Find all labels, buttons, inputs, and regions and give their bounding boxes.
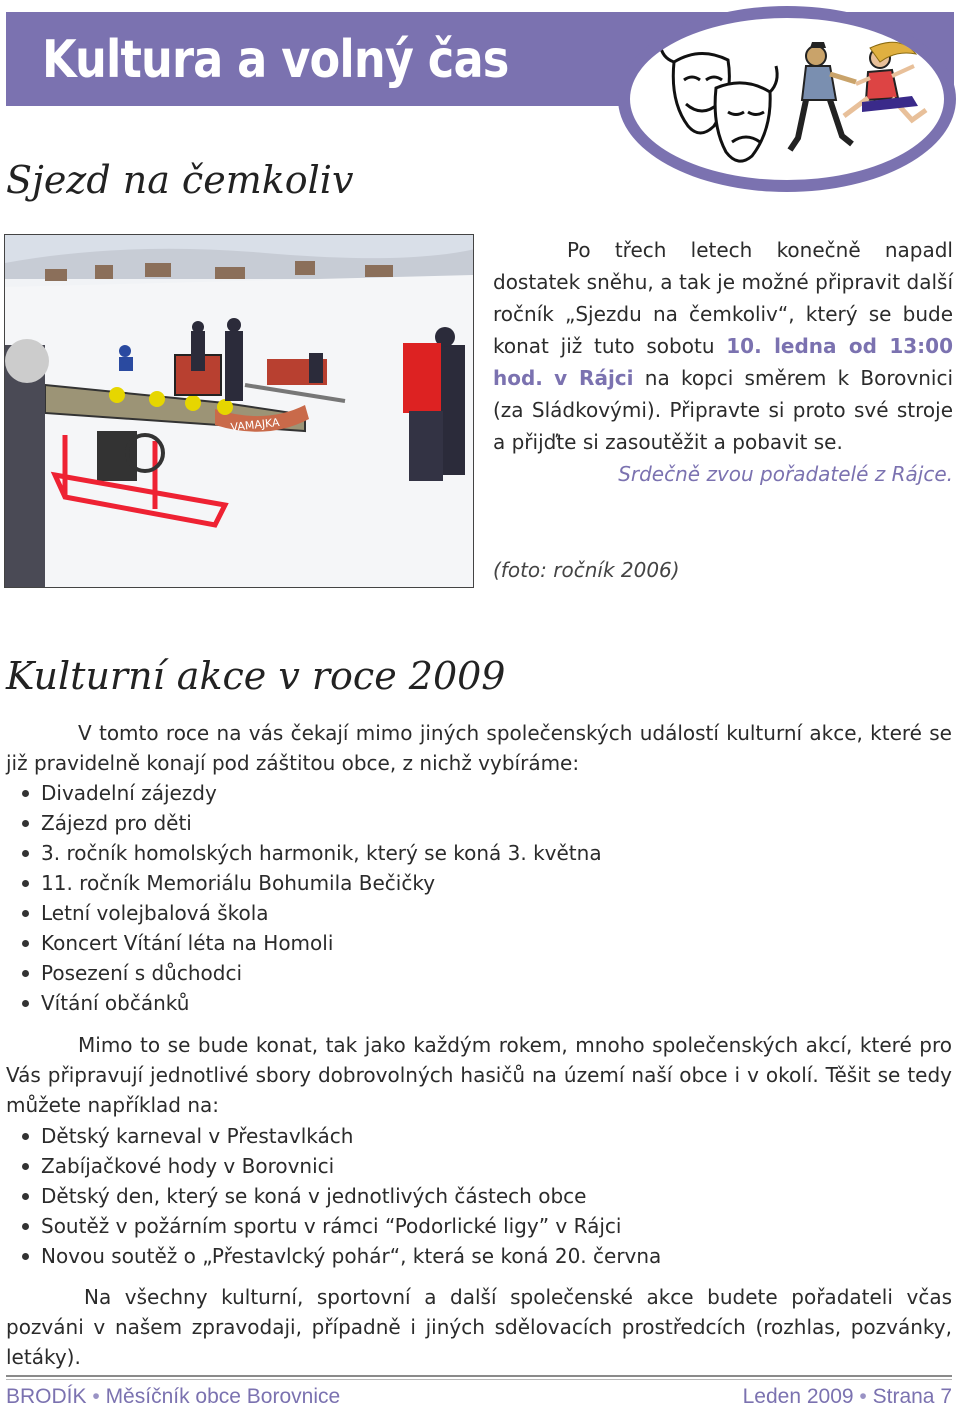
photo-caption: (foto: ročník 2006) bbox=[493, 558, 680, 582]
intro-text-before: Po třech letech konečně napadl dostatek sněhu, a tak je možné připravit další ročník „Sjezdu na čemkoliv“, který se bude konat již tuto sobotu bbox=[493, 238, 953, 358]
section-title-akce: Kulturní akce v roce 2009 bbox=[6, 654, 506, 698]
header-illustration bbox=[618, 6, 956, 192]
list-item: Letní volejbalová škola bbox=[6, 898, 602, 928]
list-item: 3. ročník homolských harmonik, který se koná 3. května bbox=[6, 838, 602, 868]
footer-separator: • bbox=[92, 1385, 100, 1408]
list-item: Divadelní zájezdy bbox=[6, 778, 602, 808]
signature: Srdečně zvou pořadatelé z Rájce. bbox=[618, 462, 953, 486]
dancers-icon bbox=[790, 42, 926, 150]
event-date: 10. ledna od 13:00 hod. bbox=[493, 334, 953, 390]
publication-name: BRODÍK bbox=[6, 1385, 87, 1408]
page-title: Kultura a volný čas bbox=[42, 30, 509, 90]
list-item: Dětský karneval v Přestavlkách bbox=[6, 1121, 661, 1151]
event-place: v Rájci bbox=[554, 366, 634, 390]
intro-text-after: na kopci směrem k Borovnici (za Sládkovými). Připravte si proto své stroje a přijďte si zasoutěžit a pobavit se. bbox=[493, 366, 953, 454]
footer-divider bbox=[6, 1375, 952, 1377]
akce-list-1 bbox=[6, 778, 602, 1018]
list-item: Vítání občánků bbox=[6, 988, 602, 1018]
akce-paragraph-2: Mimo to se bude konat, tak jako každým rokem, mnoho společenských akcí, které pro Vás připravují jednotlivé sbory dobrovolných hasičů na území naší obce i v okolí. Těšit se tedy můžete například na: bbox=[6, 1033, 952, 1117]
issue-date: Leden 2009 bbox=[742, 1385, 854, 1408]
list-item: Dětský den, který se koná v jednotlivých částech obce bbox=[6, 1181, 661, 1211]
list-item: Posezení s důchodci bbox=[6, 958, 602, 988]
footer-divider-thin bbox=[6, 1379, 952, 1380]
footer-publication bbox=[6, 1384, 340, 1410]
list-item: Koncert Vítání léta na Homoli bbox=[6, 928, 602, 958]
footer-separator: • bbox=[859, 1385, 867, 1408]
section-title-sjezd: Sjezd na čemkoliv bbox=[6, 158, 354, 202]
list-item: Zabíjačkové hody v Borovnici bbox=[6, 1151, 661, 1181]
list-item: 11. ročník Memoriálu Bohumila Bečičky bbox=[6, 868, 602, 898]
photo-banner-text: VAMAJKA bbox=[229, 415, 281, 434]
publication-subtitle: Měsíčník obce Borovnice bbox=[105, 1385, 341, 1408]
event-photo bbox=[4, 234, 474, 588]
page-number: Strana 7 bbox=[872, 1385, 952, 1408]
list-item: Soutěž v požárním sportu v rámci “Podorlické ligy” v Rájci bbox=[6, 1211, 661, 1241]
list-item: Novou soutěž o „Přestavlcký pohár“, která se koná 20. června bbox=[6, 1241, 661, 1271]
theater-masks-icon bbox=[660, 44, 777, 161]
footer-page-info bbox=[743, 1384, 952, 1410]
list-item: Zájezd pro děti bbox=[6, 808, 602, 838]
akce-list-2 bbox=[6, 1121, 661, 1271]
sjezd-intro bbox=[493, 234, 953, 458]
akce-paragraph-1: V tomto roce na vás čekají mimo jiných společenských událostí kulturní akce, které se již pravidelně konají pod záštitou obce, z nichž vybíráme: bbox=[6, 721, 952, 775]
akce-paragraph-3: Na všechny kulturní, sportovní a další společenské akce budete pořadateli včas pozváni v našem zpravodaji, případně i jiných sdělovacích prostředcích (rozhlas, pozvánky, letáky). bbox=[6, 1285, 952, 1369]
